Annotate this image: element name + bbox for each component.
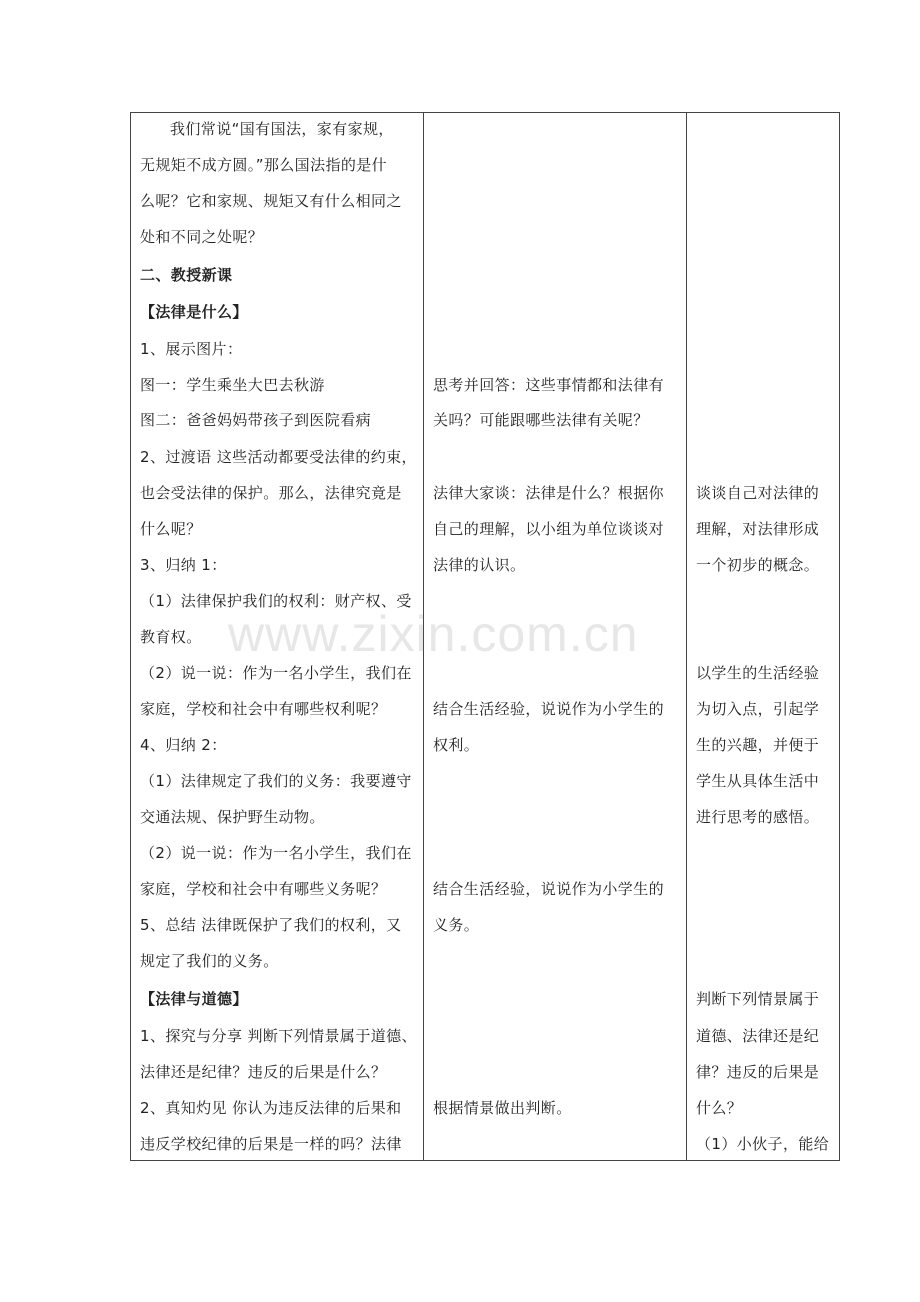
text-line: （1）小伙子，能给: [696, 1135, 830, 1153]
text-line: 么呢？它和家规、规矩又有什么相同之: [140, 192, 402, 210]
text-line: 5、总结 法律既保护了我们的权利，又: [140, 916, 402, 934]
text-line: 律？违反的后果是: [696, 1063, 820, 1081]
text-line: 家庭，学校和社会中有哪些义务呢？: [140, 880, 387, 898]
text-line: 2、真知灼见 你认为违反法律的后果和: [140, 1099, 402, 1117]
text-line: 1、探究与分享 判断下列情景属于道德、: [140, 1027, 417, 1045]
text-line: 什么呢？: [140, 520, 202, 538]
text-line: 关吗？可能跟哪些法律有关呢？: [433, 411, 649, 429]
watermark: www.zixin.com.cn: [228, 606, 639, 662]
text-line: 规定了我们的义务。: [140, 952, 279, 970]
text-line: 思考并回答：这些事情都和法律有: [433, 376, 665, 394]
text-line: 生的兴趣，并便于: [696, 736, 820, 754]
text-line: 也会受法律的保护。那么，法律究竟是: [140, 484, 402, 502]
text-line: 法律大家谈：法律是什么？根据你: [433, 484, 665, 502]
text-line: 教育权。: [140, 628, 202, 646]
text-line: 无规矩不成方圆。”那么国法指的是什: [140, 156, 388, 174]
text-line: 法律还是纪律？违反的后果是什么？: [140, 1063, 387, 1081]
text-line: 根据情景做出判断。: [433, 1099, 572, 1117]
column-divider: [686, 113, 687, 1160]
text-line: 图一：学生乘坐大巴去秋游: [140, 376, 325, 394]
text-line: 义务。: [433, 916, 480, 934]
section-heading: 【法律是什么】: [140, 303, 248, 321]
text-line: 图二：爸爸妈妈带孩子到医院看病: [140, 411, 372, 429]
design-intent-column: [696, 113, 838, 1160]
text-line: （1）法律规定了我们的义务：我要遵守: [140, 772, 412, 790]
text-line: 结合生活经验，说说作为小学生的: [433, 880, 665, 898]
text-line: 家庭，学校和社会中有哪些权利呢？: [140, 700, 387, 718]
text-line: 违反学校纪律的后果是一样的吗？法律: [140, 1135, 402, 1153]
text-line: 自己的理解，以小组为单位谈谈对: [433, 520, 665, 538]
text-line: 2、过渡语 这些活动都要受法律的约束，: [140, 448, 417, 466]
text-line: 以学生的生活经验: [696, 664, 820, 682]
text-line: 4、归纳 2：: [140, 736, 227, 754]
text-line: 1、展示图片：: [140, 340, 243, 358]
text-line: 学生从具体生活中: [696, 772, 820, 790]
text-line: 处和不同之处呢？: [140, 228, 264, 246]
text-line: 判断下列情景属于: [696, 990, 820, 1008]
text-line: （2）说一说：作为一名小学生，我们在: [140, 844, 412, 862]
text-line: 3、归纳 1：: [140, 556, 227, 574]
text-line: 理解，对法律形成: [696, 520, 820, 538]
text-line: 法律的认识。: [433, 556, 526, 574]
text-line: 什么？: [696, 1099, 743, 1117]
text-line: 一个初步的概念。: [696, 556, 820, 574]
text-line: （2）说一说：作为一名小学生，我们在: [140, 664, 412, 682]
text-line: 权利。: [433, 736, 480, 754]
text-line: 道德、法律还是纪: [696, 1027, 820, 1045]
text-line: 结合生活经验，说说作为小学生的: [433, 700, 665, 718]
section-heading: 二、教授新课: [140, 266, 233, 284]
text-line: （1）法律保护我们的权利：财产权、受: [140, 592, 412, 610]
text-line: 我们常说“国有国法，家有家规，: [170, 120, 394, 138]
text-line: 谈谈自己对法律的: [696, 484, 820, 502]
text-line: 进行思考的感悟。: [696, 808, 820, 826]
text-line: 交通法规、保护野生动物。: [140, 808, 325, 826]
text-line: 为切入点，引起学: [696, 700, 820, 718]
section-heading: 【法律与道德】: [140, 990, 248, 1008]
